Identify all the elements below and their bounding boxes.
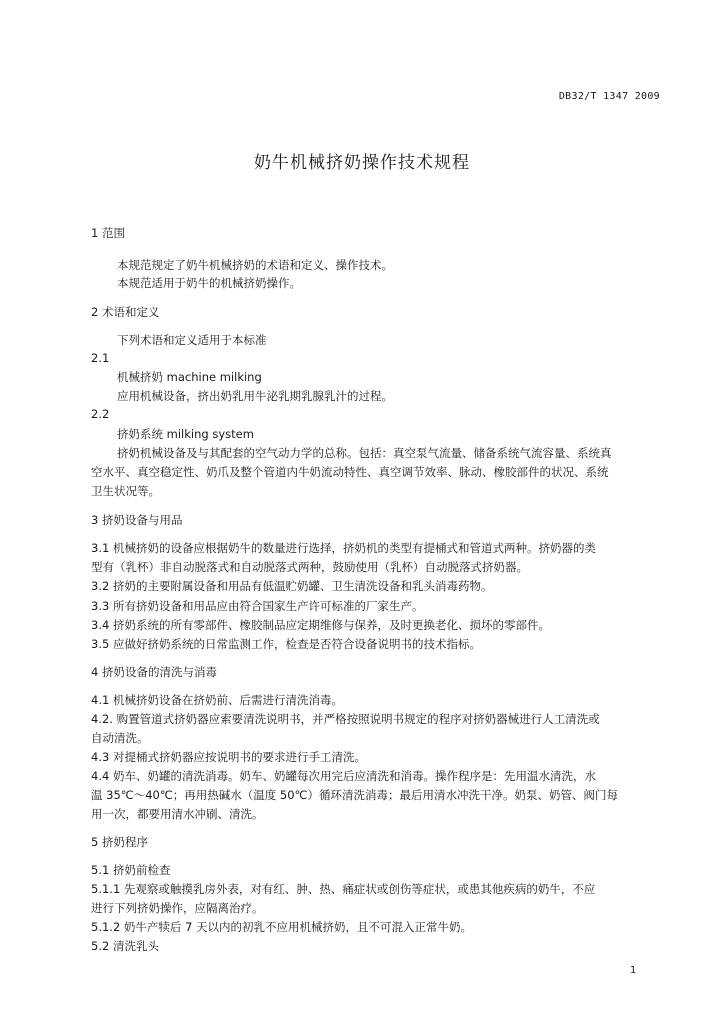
section-heading-2: 2 术语和定义: [91, 305, 160, 319]
subclause-heading: 5.1 挤奶前检查: [91, 863, 171, 877]
subclause-heading: 5.2 清洗乳头: [91, 939, 159, 953]
paragraph-line: 3.5 应做好挤奶系统的日常监测工作，检查是否符合设备说明书的技术指标。: [91, 637, 481, 651]
paragraph-line: 4.4 奶车、奶罐的清洗消毒。奶车、奶罐每次用完后应清洗和消毒。操作程序是：先用温水清洗，水: [91, 769, 596, 783]
paragraph-line: 4.1 机械挤奶设备在挤奶前、后需进行清洗消毒。: [91, 693, 343, 707]
paragraph-line: 4.2. 购置管道式挤奶器应索要清洗说明书，并严格按照说明书规定的程序对挤奶器械进行人工清洗或: [91, 712, 600, 726]
section-heading-5: 5 挤奶程序: [91, 835, 148, 849]
paragraph-line: 进行下列挤奶操作，应隔离治疗。: [91, 901, 264, 915]
paragraph-line: 自动清洗。: [91, 731, 149, 745]
section-heading-1: 1 范围: [91, 226, 125, 240]
paragraph-line: 本规范适用于奶牛的机械挤奶操作。: [117, 276, 301, 290]
paragraph-line: 5.1.1 先观察或触摸乳房外表，对有红、肿、热、痛症状或创伤等症状，或患其他疾病的奶牛，不应: [91, 882, 596, 896]
term-entry: 机械挤奶 machine milking: [117, 370, 262, 384]
paragraph-line: 用一次，都要用清水冲刷、清洗。: [91, 807, 264, 821]
paragraph-line: 温 35℃～40℃；再用热碱水（温度 50℃）循环清洗消毒；最后用清水冲洗干净。奶泵、奶管、阀门每: [91, 788, 618, 802]
paragraph-line: 3.1 机械挤奶的设备应根据奶牛的数量进行选择，挤奶机的类型有提桶式和管道式两种。挤奶器的类: [91, 541, 596, 555]
page-number: 1: [630, 965, 637, 976]
section-heading-3: 3 挤奶设备与用品: [91, 513, 183, 527]
paragraph-line: 应用机械设备，挤出奶乳用牛泌乳期乳腺乳汁的过程。: [117, 389, 393, 403]
paragraph-line: 型有（乳杯）非自动脱落式和自动脱落式两种，鼓励使用（乳杯）自动脱落式挤奶器。: [91, 560, 528, 574]
clause-number: 2.2: [91, 407, 110, 421]
standard-code: DB32/T 1347 2009: [558, 91, 660, 102]
paragraph-line: 4.3 对提桶式挤奶器应按说明书的要求进行手工清洗。: [91, 750, 366, 764]
clause-number: 2.1: [91, 351, 110, 365]
paragraph-line: 3.2 挤奶的主要附属设备和用品有低温贮奶罐、卫生清洗设备和乳头消毒药物。: [91, 579, 493, 593]
term-entry: 挤奶系统 milking system: [117, 427, 254, 441]
paragraph-line: 卫生状况等。: [91, 484, 160, 498]
paragraph-line: 3.4 挤奶系统的所有零部件、橡胶制品应定期维修与保养，及时更换老化、损坏的零部件。: [91, 618, 550, 632]
paragraph-line: 空水平、真空稳定性、奶爪及整个管道内牛奶流动特性、真空调节效率、脉动、橡胶部件的状况、系统: [91, 465, 609, 479]
section-heading-4: 4 挤奶设备的清洗与消毒: [91, 665, 217, 679]
paragraph-line: 挤奶机械设备及与其配套的空气动力学的总称。包括：真空泵气流量、储备系统气流容量、系统真: [117, 446, 612, 460]
paragraph-line: 下列术语和定义适用于本标准: [117, 333, 267, 347]
paragraph-line: 5.1.2 奶牛产犊后 7 天以内的初乳不应用机械挤奶，且不可混入正常牛奶。: [91, 920, 473, 934]
paragraph-line: 3.3 所有挤奶设备和用品应由符合国家生产许可标准的厂家生产。: [91, 599, 424, 613]
document-title: 奶牛机械挤奶操作技术规程: [254, 153, 470, 173]
paragraph-line: 本规范规定了奶牛机械挤奶的术语和定义、操作技术。: [117, 258, 393, 272]
